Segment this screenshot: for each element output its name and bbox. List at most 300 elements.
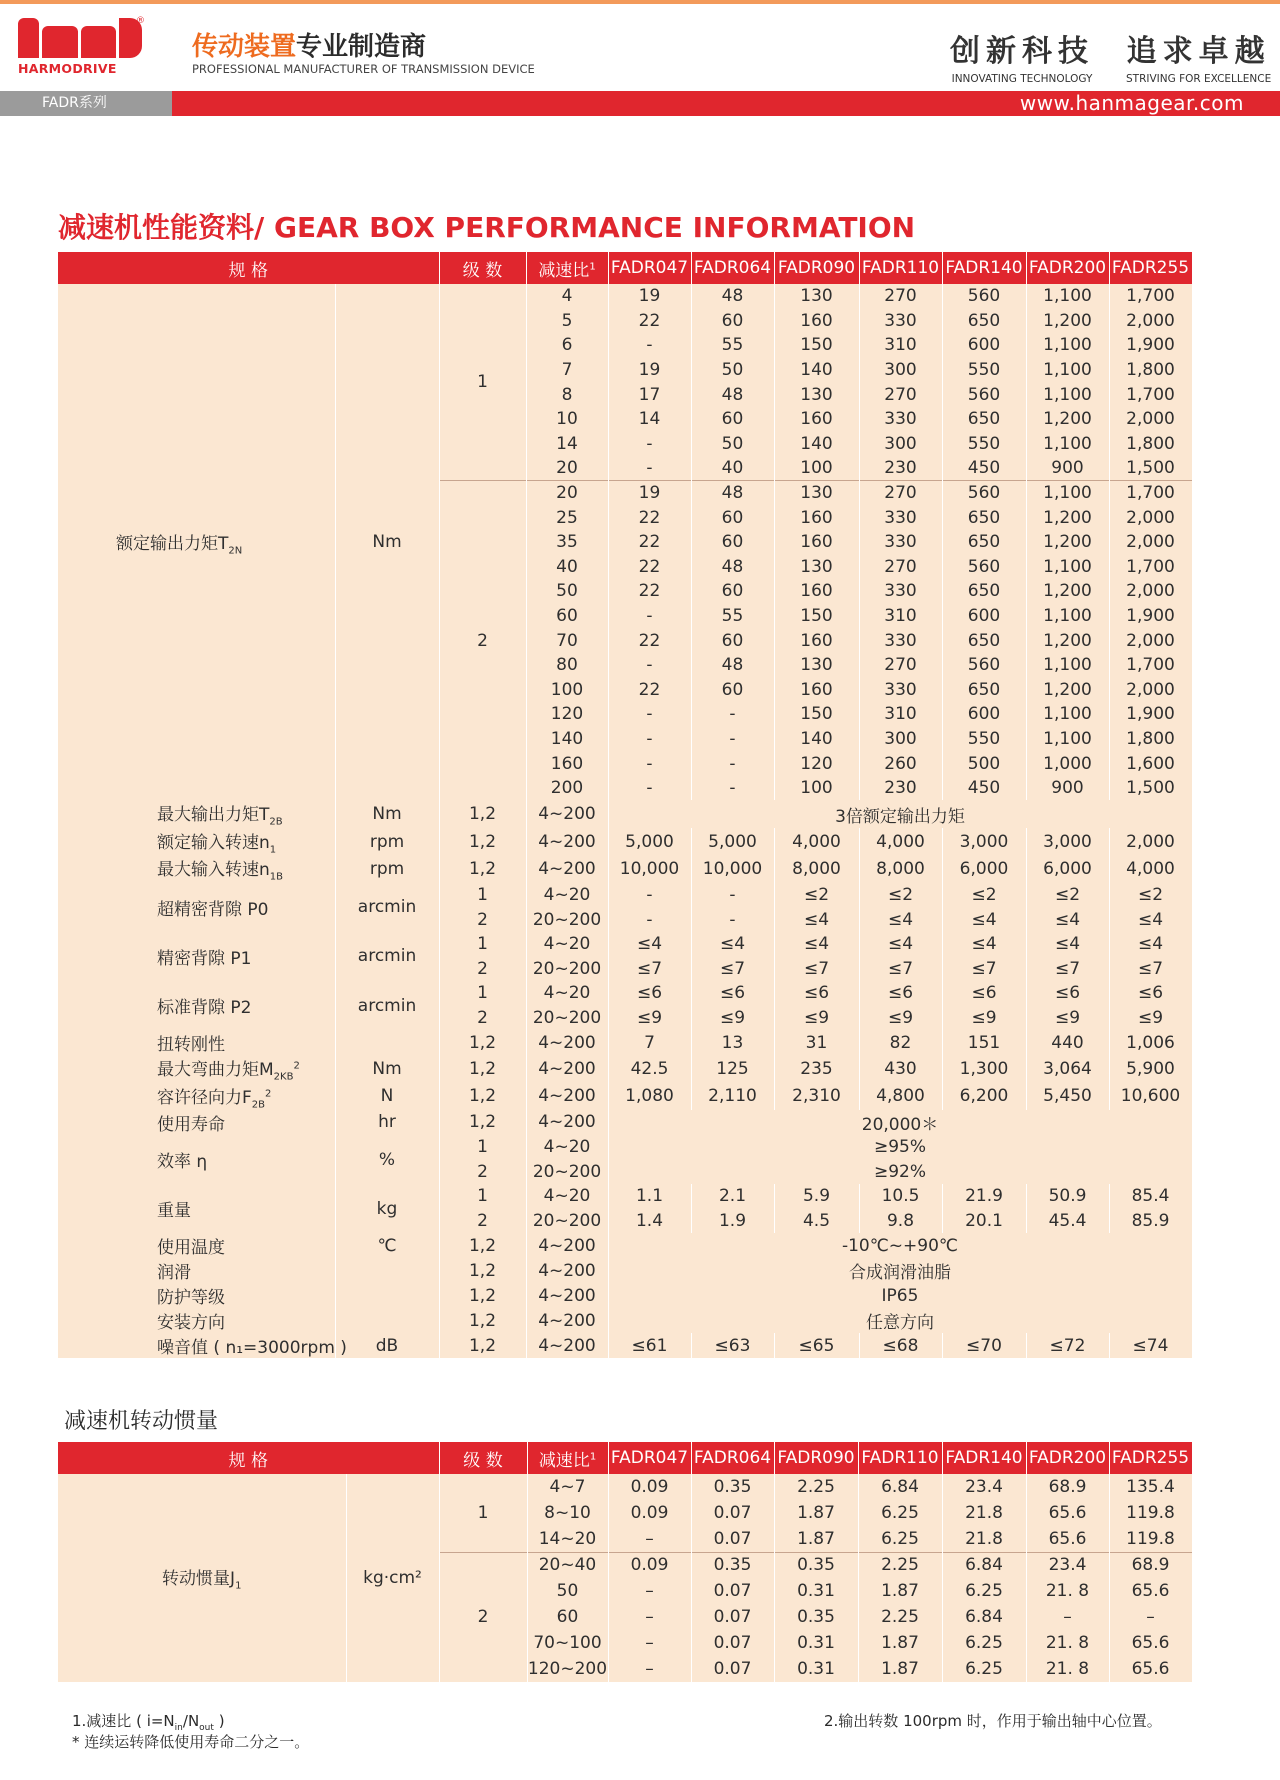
table-cell: - <box>608 702 691 727</box>
table-cell: 1.1 <box>608 1184 691 1209</box>
table-cell: 2.25 <box>858 1552 942 1578</box>
table-cell: 10,600 <box>1109 1083 1192 1110</box>
table-cell: – <box>1026 1604 1109 1630</box>
table-cell: 140 <box>774 432 859 457</box>
table-cell: 1,100 <box>1026 382 1109 407</box>
table-cell: 140 <box>774 358 859 383</box>
table-cell: 650 <box>942 309 1026 334</box>
table-cell: 0.07 <box>691 1604 774 1630</box>
website-url[interactable]: www.hanmagear.com <box>1019 91 1244 115</box>
table-cell: 1,700 <box>1109 284 1192 309</box>
table-cell: 14 <box>526 432 608 457</box>
table-cell: 5,000 <box>691 828 774 855</box>
table-row <box>58 1233 1192 1258</box>
table-row <box>58 1308 1192 1333</box>
table-cell: 40 <box>691 456 774 481</box>
table-cell: 10 <box>526 407 608 432</box>
brand-logo <box>18 16 145 80</box>
ratio-cell: 20~200 <box>526 1209 608 1234</box>
table-cell: 22 <box>608 505 691 530</box>
unit-cell: arcmin <box>335 883 439 932</box>
ratio-cell: 4~200 <box>526 1283 608 1308</box>
table-cell: 1,006 <box>1109 1030 1192 1055</box>
table-cell: 48 <box>691 382 774 407</box>
table-cell: 1,700 <box>1109 555 1192 580</box>
table-cell: 2,000 <box>1109 407 1192 432</box>
spec-label: 精密背隙 P1 <box>58 932 335 981</box>
table-row <box>58 1283 1192 1308</box>
table-cell: 200 <box>526 776 608 801</box>
table-cell: 60 <box>691 407 774 432</box>
table-cell: 1.9 <box>691 1209 774 1234</box>
ratio-cell: 4~20 <box>526 932 608 957</box>
stage-cell: 2 <box>439 1160 526 1185</box>
table-cell: ≤9 <box>1026 1006 1109 1031</box>
table-cell: 140 <box>526 727 608 752</box>
ratio-cell: 4~200 <box>526 855 608 882</box>
table-cell: 650 <box>942 505 1026 530</box>
table-cell: 1,900 <box>1109 333 1192 358</box>
table-cell: – <box>608 1578 691 1604</box>
table-cell: 2,000 <box>1109 678 1192 703</box>
ratio-cell: 4~20 <box>526 883 608 908</box>
table-cell: 65.6 <box>1026 1526 1109 1552</box>
stage-cell: 2 <box>439 1552 527 1682</box>
stage-cell: 1,2 <box>439 1333 526 1358</box>
stage-cell: 1 <box>439 883 526 908</box>
table-cell: 0.07 <box>691 1578 774 1604</box>
spec-label: 转动惯量$J_1$ <box>58 1474 346 1682</box>
unit-cell: arcmin <box>335 981 439 1030</box>
table-cell: 330 <box>859 628 942 653</box>
table-row <box>58 1083 1192 1110</box>
table-cell: ≤9 <box>774 1006 859 1031</box>
table-cell: – <box>608 1604 691 1630</box>
table-cell: - <box>608 333 691 358</box>
table-cell: 330 <box>859 309 942 334</box>
table-cell: ≤6 <box>942 981 1026 1006</box>
table-cell: 0.35 <box>691 1474 774 1500</box>
table-cell: 70~100 <box>527 1630 608 1656</box>
table-cell: 21.8 <box>942 1526 1026 1552</box>
unit-cell <box>335 1258 439 1283</box>
table-cell: 6,000 <box>942 855 1026 882</box>
ratio-cell: 4~200 <box>526 1308 608 1333</box>
spec-label: 超精密背隙 P0 <box>58 883 335 932</box>
footnote-load: 2.输出转数 100rpm 时，作用于输出轴中心位置。 <box>824 1712 1162 1730</box>
spec-label: 使用寿命 <box>58 1110 335 1135</box>
table-cell: - <box>608 727 691 752</box>
table-cell: 0.31 <box>774 1630 858 1656</box>
table-cell: 20.1 <box>942 1209 1026 1234</box>
table-cell: 1,200 <box>1026 579 1109 604</box>
spec-label: 安装方向 <box>58 1308 335 1333</box>
table-cell: ≤4 <box>1026 907 1109 932</box>
table-cell: 135.4 <box>1109 1474 1192 1500</box>
table-cell: 6.25 <box>858 1526 942 1552</box>
table-cell: 22 <box>608 309 691 334</box>
unit-cell <box>335 1308 439 1333</box>
ratio-cell: 4~200 <box>526 800 608 827</box>
table-cell: - <box>608 751 691 776</box>
table-cell: 1,100 <box>1026 702 1109 727</box>
performance-body <box>58 284 1192 1358</box>
table-cell: 55 <box>691 333 774 358</box>
table-cell: ≤6 <box>1109 981 1192 1006</box>
table-cell: 6.25 <box>942 1656 1026 1682</box>
table-cell: 19 <box>608 284 691 309</box>
table-cell: 130 <box>774 653 859 678</box>
table-cell: 130 <box>774 555 859 580</box>
table-row <box>58 1055 1192 1082</box>
table-row <box>58 1184 1192 1209</box>
col-fadr140: FADR140 <box>942 1442 1026 1474</box>
ratio-cell: 20~200 <box>526 956 608 981</box>
table-cell: 900 <box>1026 456 1109 481</box>
table-cell: 2,000 <box>1109 309 1192 334</box>
table-cell: 25 <box>526 505 608 530</box>
table-cell: 1,000 <box>1026 751 1109 776</box>
table-cell: – <box>1109 1604 1192 1630</box>
stage-cell: 1,2 <box>439 1258 526 1283</box>
table-cell: 1,600 <box>1109 751 1192 776</box>
table-cell: 4,800 <box>859 1083 942 1110</box>
table-cell: 150 <box>774 333 859 358</box>
ratio-cell: 4~200 <box>526 1030 608 1055</box>
table-cell: 0.09 <box>608 1474 691 1500</box>
table-cell: - <box>691 702 774 727</box>
table-cell: 440 <box>1026 1030 1109 1055</box>
stage-cell: 1 <box>439 1184 526 1209</box>
table-cell: 0.07 <box>691 1500 774 1526</box>
unit-cell: rpm <box>335 828 439 855</box>
merged-value: 20,000＊ <box>608 1110 1192 1135</box>
table-cell: ≤7 <box>608 956 691 981</box>
table-cell: ≤4 <box>691 932 774 957</box>
stage-cell: 1 <box>439 1135 526 1160</box>
stage-cell: 1,2 <box>439 1030 526 1055</box>
registered-mark: ® <box>136 16 145 26</box>
motto-excellence: 追求卓越 STRIVING FOR EXCELLENCE <box>1126 34 1272 85</box>
table-cell: 600 <box>942 702 1026 727</box>
merged-value: ≥92% <box>608 1160 1192 1185</box>
table-cell: 10,000 <box>608 855 691 882</box>
table-row <box>58 1110 1192 1135</box>
table-cell: 7 <box>526 358 608 383</box>
table-cell: 22 <box>608 678 691 703</box>
table-cell: ≤7 <box>859 956 942 981</box>
stage-cell: 1 <box>439 932 526 957</box>
table-cell: 1,100 <box>1026 284 1109 309</box>
performance-table <box>58 252 1193 1358</box>
table-cell: 85.4 <box>1109 1184 1192 1209</box>
table-cell: 1,700 <box>1109 382 1192 407</box>
table-cell: 310 <box>859 604 942 629</box>
table-cell: 7 <box>608 1030 691 1055</box>
table-cell: 5,000 <box>608 828 691 855</box>
inertia-header-row <box>58 1442 1192 1474</box>
stage-cell: 2 <box>439 1006 526 1031</box>
table-cell: ≤4 <box>1109 907 1192 932</box>
table-cell: 650 <box>942 628 1026 653</box>
table-row <box>58 1135 1192 1160</box>
table-cell: 6.25 <box>942 1630 1026 1656</box>
table-cell: 120 <box>526 702 608 727</box>
table-cell: ≤4 <box>608 932 691 957</box>
table-row <box>58 1333 1192 1358</box>
col-stage: 级 数 <box>439 1442 527 1474</box>
table-cell: ≤4 <box>1026 932 1109 957</box>
table-cell: 120~200 <box>527 1656 608 1682</box>
table-cell: 150 <box>774 702 859 727</box>
spec-label: 最大输出力矩$T_{2B}$ <box>58 800 335 827</box>
ratio-cell: 4~200 <box>526 1110 608 1135</box>
table-cell: 330 <box>859 579 942 604</box>
table-cell: 22 <box>608 555 691 580</box>
table-cell: 100 <box>526 678 608 703</box>
table-cell: 60 <box>691 505 774 530</box>
table-cell: ≤9 <box>1109 1006 1192 1031</box>
spec-label: 润滑 <box>58 1258 335 1283</box>
col-fadr090: FADR090 <box>774 1442 858 1474</box>
unit-cell <box>335 1030 439 1055</box>
table-cell: 4,000 <box>859 828 942 855</box>
table-cell: 22 <box>608 628 691 653</box>
table-cell: - <box>691 883 774 908</box>
table-cell: 0.35 <box>774 1552 858 1578</box>
unit-cell: Nm <box>335 800 439 827</box>
unit-cell: rpm <box>335 855 439 882</box>
table-cell: 310 <box>859 333 942 358</box>
unit-cell: arcmin <box>335 932 439 981</box>
table-cell: 450 <box>942 776 1026 801</box>
table-cell: 2,000 <box>1109 628 1192 653</box>
table-cell: 4.5 <box>774 1209 859 1234</box>
ratio-cell: 4~200 <box>526 1233 608 1258</box>
table-cell: ≤2 <box>774 883 859 908</box>
table-cell: 160 <box>774 505 859 530</box>
logo-mark <box>18 18 142 58</box>
col-fadr047: FADR047 <box>608 252 691 284</box>
col-ratio: 减速比$^1$ <box>526 252 608 284</box>
footnote-ratio: 1.减速比 ( $i=N_{in}/N_{out}$ ) <box>72 1712 225 1733</box>
table-cell: 160 <box>774 678 859 703</box>
table-cell: 2.25 <box>858 1604 942 1630</box>
table-cell: 1,500 <box>1109 776 1192 801</box>
table-cell: 1.87 <box>774 1500 858 1526</box>
unit-cell: Nm <box>335 284 439 800</box>
table-cell: 60 <box>526 604 608 629</box>
table-cell: 160 <box>774 628 859 653</box>
table-cell: 9.8 <box>859 1209 942 1234</box>
table-row <box>58 883 1192 908</box>
table-cell: 0.09 <box>608 1552 691 1578</box>
company-slogan-en: PROFESSIONAL MANUFACTURER OF TRANSMISSION DEVICE <box>192 62 535 76</box>
table-cell: 19 <box>608 481 691 506</box>
col-fadr110: FADR110 <box>859 252 942 284</box>
table-cell: ≤7 <box>1026 956 1109 981</box>
merged-value: ≥95% <box>608 1135 1192 1160</box>
table-cell: 160 <box>774 309 859 334</box>
ratio-cell: 4~200 <box>526 828 608 855</box>
table-cell: ≤2 <box>942 883 1026 908</box>
table-cell: - <box>691 776 774 801</box>
table-cell: 6 <box>526 333 608 358</box>
table-cell: 6,200 <box>942 1083 1026 1110</box>
merged-value: 任意方向 <box>608 1308 1192 1333</box>
table-cell: 50 <box>691 432 774 457</box>
ratio-cell: 4~20 <box>526 1135 608 1160</box>
stage-cell: 1,2 <box>439 1055 526 1082</box>
unit-cell: kg·cm² <box>346 1474 439 1682</box>
table-cell: 8,000 <box>859 855 942 882</box>
performance-title: 减速机性能资料/ GEAR BOX PERFORMANCE INFORMATION <box>58 211 916 244</box>
col-fadr200: FADR200 <box>1026 252 1109 284</box>
table-cell: 60 <box>691 579 774 604</box>
col-ratio: 减速比$^1$ <box>527 1442 608 1474</box>
table-cell: - <box>608 432 691 457</box>
table-cell: 21.9 <box>942 1184 1026 1209</box>
inertia-title: 减速机转动惯量 <box>64 1409 219 1434</box>
table-cell: - <box>608 883 691 908</box>
merged-value: IP65 <box>608 1283 1192 1308</box>
ratio-cell: 4~200 <box>526 1083 608 1110</box>
table-row <box>58 800 1192 827</box>
table-cell: - <box>691 751 774 776</box>
table-cell: - <box>608 776 691 801</box>
stage-cell: 1,2 <box>439 1283 526 1308</box>
table-cell: 100 <box>774 776 859 801</box>
table-cell: 1,200 <box>1026 407 1109 432</box>
performance-header-row <box>58 252 1192 284</box>
table-cell: 300 <box>859 358 942 383</box>
table-cell: 23.4 <box>942 1474 1026 1500</box>
table-cell: 1,200 <box>1026 678 1109 703</box>
table-cell: 2,110 <box>691 1083 774 1110</box>
table-cell: ≤6 <box>608 981 691 1006</box>
table-cell: 1,100 <box>1026 727 1109 752</box>
table-cell: ≤7 <box>942 956 1026 981</box>
table-cell: 68.9 <box>1026 1474 1109 1500</box>
table-cell: 70 <box>526 628 608 653</box>
table-cell: ≤6 <box>859 981 942 1006</box>
table-cell: 1,200 <box>1026 530 1109 555</box>
ratio-cell: 20~200 <box>526 1160 608 1185</box>
table-cell: 900 <box>1026 776 1109 801</box>
table-cell: 0.31 <box>774 1578 858 1604</box>
table-cell: 560 <box>942 653 1026 678</box>
table-cell: ≤72 <box>1026 1333 1109 1358</box>
table-cell: 55 <box>691 604 774 629</box>
table-cell: - <box>608 653 691 678</box>
ratio-cell: 4~200 <box>526 1055 608 1082</box>
table-cell: ≤4 <box>859 932 942 957</box>
table-cell: – <box>608 1526 691 1552</box>
table-cell: ≤7 <box>774 956 859 981</box>
stage-cell: 1,2 <box>439 1308 526 1333</box>
table-cell: 0.09 <box>608 1500 691 1526</box>
table-cell: 50.9 <box>1026 1184 1109 1209</box>
motto-innovation: 创新科技 INNOVATING TECHNOLOGY <box>950 34 1094 85</box>
spec-label: 额定输入转速$n_1$ <box>58 828 335 855</box>
table-cell: 650 <box>942 678 1026 703</box>
table-cell: 150 <box>774 604 859 629</box>
table-cell: – <box>608 1656 691 1682</box>
table-cell: 45.4 <box>1026 1209 1109 1234</box>
table-cell: 1,100 <box>1026 333 1109 358</box>
table-cell: 1,700 <box>1109 481 1192 506</box>
stage-cell: 1,2 <box>439 1083 526 1110</box>
table-cell: 0.35 <box>691 1552 774 1578</box>
table-cell: ≤74 <box>1109 1333 1192 1358</box>
table-cell: 20~40 <box>527 1552 608 1578</box>
table-cell: 235 <box>774 1055 859 1082</box>
table-cell: 35 <box>526 530 608 555</box>
table-cell: 600 <box>942 604 1026 629</box>
table-cell: 560 <box>942 481 1026 506</box>
table-cell: 80 <box>526 653 608 678</box>
table-cell: 5.9 <box>774 1184 859 1209</box>
table-cell: 8,000 <box>774 855 859 882</box>
col-fadr140: FADR140 <box>942 252 1026 284</box>
table-cell: 330 <box>859 505 942 530</box>
col-fadr090: FADR090 <box>774 252 859 284</box>
table-cell: 300 <box>859 432 942 457</box>
table-cell: 0.31 <box>774 1656 858 1682</box>
table-cell: 160 <box>774 407 859 432</box>
series-label: FADR系列 <box>0 91 172 116</box>
table-cell: 650 <box>942 579 1026 604</box>
col-fadr110: FADR110 <box>858 1442 942 1474</box>
table-cell: 230 <box>859 776 942 801</box>
table-cell: 65.6 <box>1109 1578 1192 1604</box>
table-cell: 130 <box>774 481 859 506</box>
stage-cell: 1 <box>439 1474 527 1552</box>
stage-cell: 1,2 <box>439 800 526 827</box>
table-cell: ≤4 <box>942 932 1026 957</box>
table-cell: 48 <box>691 555 774 580</box>
stage-cell: 1,2 <box>439 1233 526 1258</box>
stage-cell: 2 <box>439 907 526 932</box>
table-cell: 2.1 <box>691 1184 774 1209</box>
col-fadr255: FADR255 <box>1109 1442 1192 1474</box>
table-cell: 4~7 <box>527 1474 608 1500</box>
table-cell: 6.84 <box>858 1474 942 1500</box>
table-cell: 60 <box>691 309 774 334</box>
table-cell: 160 <box>774 530 859 555</box>
table-cell: 1,200 <box>1026 505 1109 530</box>
table-cell: – <box>608 1630 691 1656</box>
table-cell: 270 <box>859 653 942 678</box>
col-stage: 级 数 <box>439 252 526 284</box>
table-cell: 48 <box>691 284 774 309</box>
table-cell: 2,000 <box>1109 505 1192 530</box>
table-cell: 130 <box>774 382 859 407</box>
table-cell: 21. 8 <box>1026 1656 1109 1682</box>
table-cell: ≤4 <box>942 907 1026 932</box>
table-cell: ≤63 <box>691 1333 774 1358</box>
table-cell: 125 <box>691 1055 774 1082</box>
table-cell: 42.5 <box>608 1055 691 1082</box>
table-cell: 160 <box>774 579 859 604</box>
table-cell: 6.25 <box>942 1578 1026 1604</box>
merged-value: 合成润滑油脂 <box>608 1258 1192 1283</box>
table-cell: 2,310 <box>774 1083 859 1110</box>
spec-label: 最大输入转速$n_{1B}$ <box>58 855 335 882</box>
col-fadr064: FADR064 <box>691 252 774 284</box>
spec-label: 额定输出力矩$T_{2N}$ <box>58 284 335 800</box>
table-row <box>58 828 1192 855</box>
